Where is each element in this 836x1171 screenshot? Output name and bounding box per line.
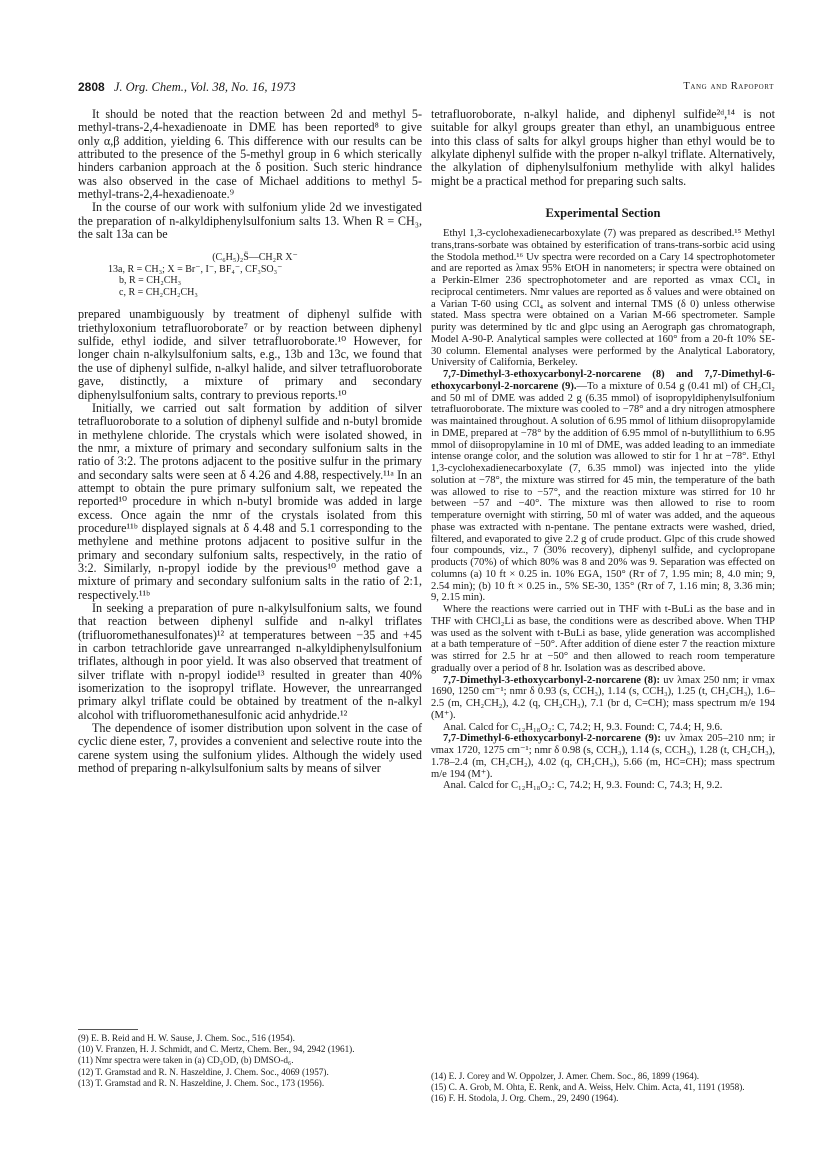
header-left	[78, 80, 296, 95]
left-column	[78, 108, 422, 775]
paragraph: In the course of our work with sulfonium ylide 2d we investigated the preparation of n-alkyldiphenylsulfonium salts 13. When R = CH₃, the salt 13a can be	[78, 200, 422, 242]
procedure-text: —To a mixture of 0.54 g (0.41 ml) of CH₂Cl₂ and 50 ml of DME was added 2 g (6.35 mmol) of isopropyldiphenylsulfonium tetrafluoroborate. The mixture was cooled to −78° and a dry nitrogen atmosphere was maintained throughout. A solution of 6.95 mmol of lithium diisopropylamide in DME, prepared at −78° by the addition of 6.95 mmol of n-butyllithium to 6.95 mmol of diisopropylamine in 10 ml of DME, was added leading to an immediate intense orange color, and the solution was allowed to stir for 1 hr at −78°. Ethyl 1,3-cyclohexadienecarboxylate (7, 6.35 mmol) was injected into the ylide solution at −78°, the mixture was stirred for 45 min, the temperature of the bath was allowed to rise to −57°, and the reaction mixture was stirred for 10 hr between −57 and −40°. The mixture was then allowed to rise to room temperature overnight with stirring, 50 ml of water was added, and the aqueous phase was extracted with n-pentane. The pentane extracts were washed, dried, filtered, and evaporated to give 2.2 g of crude product. Glpc of this crude showed four compounds, viz., 7 (30% recovery), diphenyl sulfide, and cyclopropane products (70%) of which 80% was 8 and 20% was 9. Separation was effected on columns (a) 10 ft × 0.25 in. 10% EGA, 150° (Rт of 7, 1.95 min; 8, 4.0 min; 9, 2.54 min); (b) 10 ft × 0.25 in., 5% SE-30, 135° (Rт of 7, 1.16 min; 8, 3.36 min; 9, 2.15 min).	[431, 380, 775, 604]
paragraph: The dependence of isomer distribution upon solvent in the case of cyclic diene ester, 7, provides a convenient and selective route into the carene system using the sulfonium ylides. Although the widely used method of preparing n-alkylsulfonium salts by means of silver	[78, 721, 422, 776]
paragraph: It should be noted that the reaction between 2d and methyl 5-methyl-trans-2,4-hexadienoate in DME has been reported⁸ to give only α,β addition, yielding 6. This difference with our results can be attributed to the presence of the 5-methyl group in 6 which sterically hinders carbanion approach at the δ position. Such steric hindrance was also observed in the case of Michael additions to methyl 5-methyl-trans-2,4-hexadienoate.⁹	[78, 107, 422, 202]
experimental-paragraph: Ethyl 1,3-cyclohexadienecarboxylate (7) was prepared as described.¹⁵ Methyl trans,trans-sorbate was obtained by esterification of trans-trans-sorbic acid using the Stodola method.¹⁶ Uv spectra were recorded on a Cary 14 spectrophotometer and are reported as λmax 95% EtOH in nanometers; ir spectra were obtained on a Perkin-Elmer 236 spectrophotometer and are reported as νmax CCl₄ in reciprocal centimeters. Nmr values are reported as δ values and were obtained on a Varian T-60 using CCl₄ as solvent and internal TMS (δ 0) unless otherwise stated. Mass spectra were obtained on a Varian M-66 spectrometer. Sample purity was determined by tlc and glpc using an Aerograph gas chromatograph, Model A-90-P. Analytical samples were collected at 160° from a 20-ft 10% SE-30 column. Elemental analyses were performed by the Analytical Laboratory, University of California, Berkeley.	[431, 228, 775, 369]
experimental-paragraph	[431, 675, 775, 722]
sulfonium-salt-scheme	[78, 252, 422, 298]
compound-heading: 7,7-Dimethyl-3-ethoxycarbonyl-2-norcarene (8):	[443, 674, 660, 686]
footnote: (14) E. J. Corey and W. Oppolzer, J. Amer. Chem. Soc., 86, 1899 (1964).	[431, 1071, 700, 1081]
analysis-line: Anal. Calcd for C₁₂H₁₈O₂: C, 74.2; H, 9.3. Found: C, 74.3; H, 9.2.	[443, 780, 723, 792]
page-number: 2808	[78, 80, 105, 94]
footnote: (11) Nmr spectra were taken in (a) CD₃OD, (b) DMSO-d₆.	[78, 1055, 294, 1066]
paragraph: prepared unambiguously by treatment of diphenyl sulfide with triethyloxonium tetrafluoroborate⁷ or by reaction between diphenyl sulfide, ethyl iodide, and silver tetrafluoroborate.¹⁰ However, for longer chain n-alkylsulfonium salts, e.g., 13b and 13c, we found that the use of diphenyl sulfide, n-alkyl halide, and silver tetrafluoroborate gave, distinctly, a mixture of primary and secondary diphenylsulfonium salts, contrary to previous reports.¹⁰	[78, 307, 422, 402]
footnote: (15) C. A. Grob, M. Ohta, E. Renk, and A. Weiss, Helv. Chim. Acta, 41, 1191 (1958).	[431, 1082, 745, 1093]
journal-citation: J. Org. Chem., Vol. 38, No. 16, 1973	[113, 80, 296, 94]
paragraph: Initially, we carried out salt formation by addition of silver tetrafluoroborate to a solution of diphenyl sulfide and n-butyl bromide in methylene chloride. The crystals which were isolated showed, in the nmr, a mixture of primary and secondary sulfonium salts in the ratio of 3:2. The protons adjacent to the positive sulfur in the primary and secondary salts were seen at δ 4.26 and 4.88, respectively.¹¹ᵃ In an attempt to obtain the pure primary sulfonium salt, we repeated the reported¹⁰ procedure in which n-butyl bromide was added in large excess. Once again the nmr of the crystals isolated from this procedure¹¹ᵇ displayed signals at δ 4.48 and 5.1 corresponding to the methylene and methine protons adjacent to positive sulfur in the primary and secondary sulfonium salts, respectively, in the ratio of 3:2. Similarly, n-propyl iodide by the previous¹⁰ method gave a mixture of primary and secondary sulfonium salts in the ratio of 2:1, respectively.¹¹ᵇ	[78, 400, 422, 602]
scheme-line-c: c, R = CH₂CH₂CH₃	[119, 286, 198, 298]
scheme-line-a: 13a, R = CH₃; X = Br⁻, I⁻, BF₄⁻, CF₃SO₃⁻	[108, 263, 283, 275]
experimental-paragraph	[431, 369, 775, 604]
spectral-data: uv λmax 250 nm; ir νmax 1690, 1250 cm⁻¹; nmr δ 0.93 (s, CCH₃), 1.14 (s, CCH₃), 1.25 (t, CH₂CH₃), 1.6–2.5 (m, CH₂CH₂), 4.2 (q, CH₂CH₃), 7.1 (br d, C=CH); mass spectrum m/e 194 (M⁺).	[431, 674, 775, 721]
compound-heading: 7,7-Dimethyl-6-ethoxycarbonyl-2-norcarene (9):	[443, 733, 661, 745]
compound-heading: 7,7-Dimethyl-3-ethoxycarbonyl-2-norcarene (8) and 7,7-Dimethyl-6-ethoxycarbonyl-2-norcarene (9).	[431, 369, 775, 392]
experimental-paragraph	[431, 733, 775, 780]
paragraph: In seeking a preparation of pure n-alkylsulfonium salts, we found that reaction between diphenyl sulfide and n-alkyl triflates (trifluoromethanesulfonates)¹² at temperatures between −35 and +45 in carbon tetrachloride gave unrearranged n-alkyldiphenylsulfonium triflates, although in poor yield. It was also observed that treatment of silver triflate with n-propyl iodide¹³ resulted in greater than 40% isomerization to the isopropyl triflate. However, the unrearranged primary alkyl triflate could be obtained by treatment of the n-alkyl alcohol with trifluoromethanesulfonic acid anhydride.¹²	[78, 601, 422, 722]
scheme-line-b: b, R = CH₂CH₃	[119, 275, 182, 287]
paragraph: tetrafluoroborate, n-alkyl halide, and diphenyl sulfide²ᵈ,¹⁴ is not suitable for alkyl groups greater than ethyl, an unambiguous entree into this class of salts for alkyl groups higher than ethyl would be to alkylate diphenyl sulfide with the proper n-alkyl triflate. Alternatively, the alkylation of diphenylsulfonium methylide with alkyl halides might be a practical method for preparing such salts.	[431, 107, 775, 188]
spectral-data: uv λmax 205–210 nm; ir νmax 1720, 1275 cm⁻¹; nmr δ 0.98 (s, CCH₃), 1.14 (s, CCH₃), 1.28 (t, CH₂CH₃), 1.78–2.4 (m, CH₂CH₂), 4.02 (q, CH₂CH₃), 5.66 (m, HC=CH); mass spectrum m/e 194 (M⁺).	[431, 733, 775, 780]
footnote: (16) F. H. Stodola, J. Org. Chem., 29, 2490 (1964).	[431, 1093, 619, 1104]
section-title: Experimental Section	[545, 206, 661, 221]
scheme-formula: (C₆H₅)₂S̈—CH₂R X⁻	[212, 252, 298, 264]
experimental-paragraph: Where the reactions were carried out in THF with t-BuLi as the base and in THF with CHCl₂Li as base, the conditions were as described above. When THP was used as the solvent with t-BuLi as base, ylide generation was accomplished at a bath temperature of −50°. After addition of diene ester 7 the reaction mixture was stirred for 2.5 hr at −50° and then allowed to reach room temperature gradually over a period of 8 hr. Isolation was as described above.	[431, 604, 775, 674]
page-header	[78, 80, 774, 96]
analysis-line: Anal. Calcd for C₁₂H₁₈O₂: C, 74.2; H, 9.3. Found: C, 74.4; H, 9.6.	[443, 721, 723, 733]
footnotes-right	[431, 1071, 775, 1105]
right-column	[431, 108, 775, 792]
running-head: Tang and Rapoport	[683, 81, 774, 92]
footnote: (10) V. Franzen, H. J. Schmidt, and C. Mertz, Chem. Ber., 94, 2942 (1961).	[78, 1044, 355, 1055]
footnote: (12) T. Gramstad and R. N. Haszeldine, J. Chem. Soc., 4069 (1957).	[78, 1066, 329, 1077]
footnotes-left	[78, 1034, 422, 1089]
footnote: (13) T. Gramstad and R. N. Haszeldine, J. Chem. Soc., 173 (1956).	[78, 1077, 325, 1088]
footnote: (9) E. B. Reid and H. W. Sause, J. Chem. Soc., 516 (1954).	[78, 1033, 295, 1043]
